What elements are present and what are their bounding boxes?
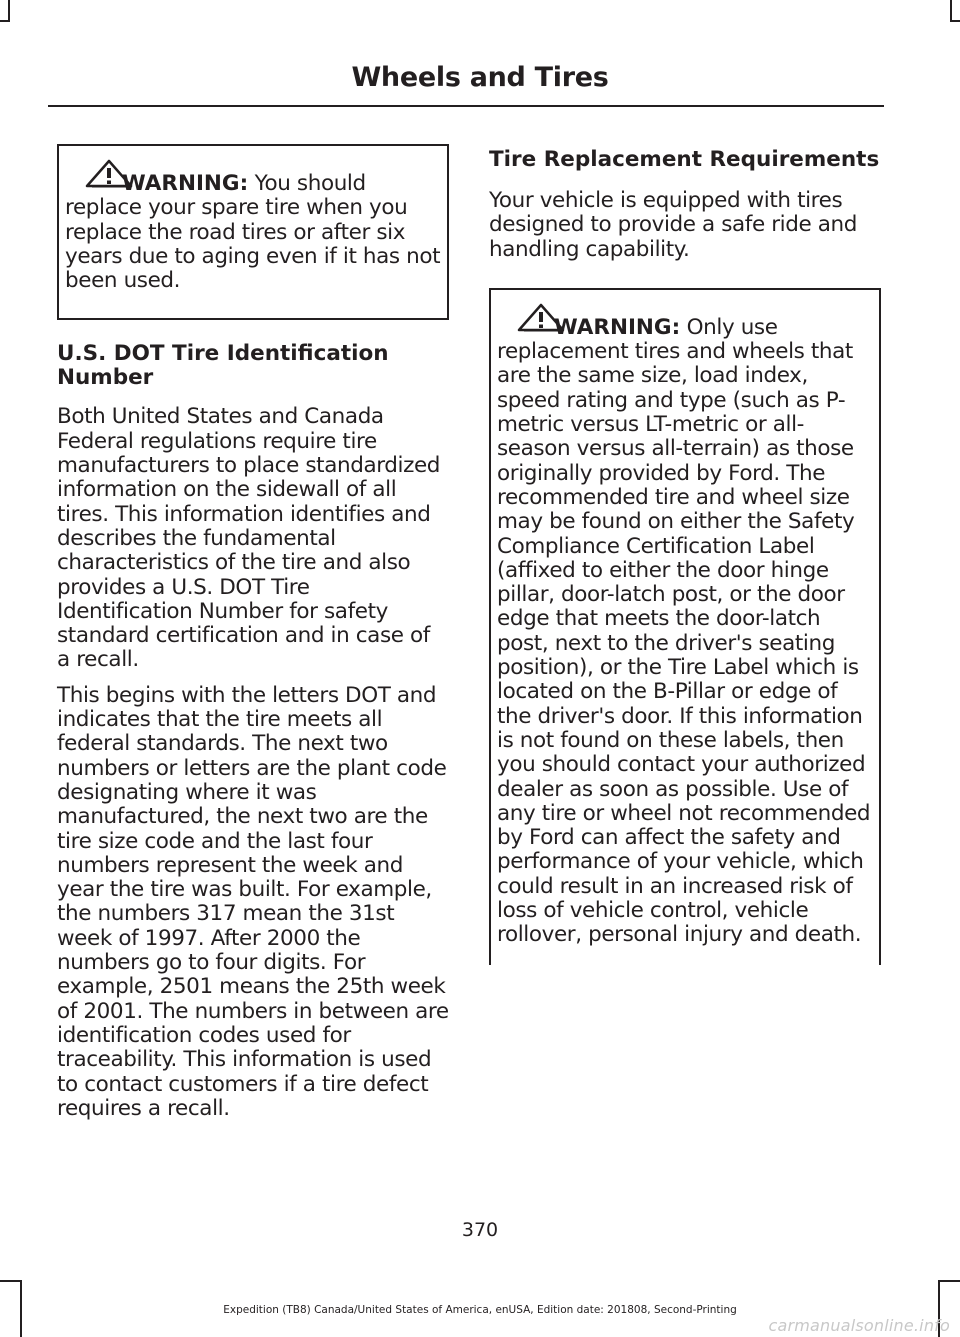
crop-mark	[0, 1280, 22, 1282]
edition-footer: Expedition (TB8) Canada/United States of America, enUSA, Edition date: 201808, Second-Printing	[223, 1304, 737, 1316]
section-heading-dot-tin: U.S. DOT Tire Identification Number	[57, 341, 389, 391]
paragraph: Your vehicle is equipped with tires designed to provide a safe ride and handling capability.	[489, 188, 858, 262]
warning-body: Only use replacement tires and wheels that are the same size, load index, speed rating and type (such as P-metric versus LT-metric or all-season versus all-terrain) as those originally provided by Ford. The recommended tire and wheel size may be found on either the Safety Compliance Certification Label (affixed to either the door hinge pillar, door-latch post, or the door edge that meets the door-latch post, next to the driver's seating position), or the Tire Label which is located on the B-Pillar or edge of the driver's door. If this information is not found on these labels, then you should contact your authorized dealer as soon as possible. Use of any tire or wheel not recommended by Ford can affect the safety and performance of your vehicle, which could result in an increased risk of loss of vehicle control, vehicle rollover, personal injury and death.	[497, 314, 871, 948]
crop-mark	[0, 20, 8, 22]
crop-mark	[952, 20, 960, 22]
replacement-tires-warning	[489, 288, 881, 965]
warning-triangle-icon	[517, 302, 565, 338]
warning-label: WARNING:	[554, 314, 681, 340]
paragraph: This begins with the letters DOT and indicates that the tire meets all federal standards. The next two numbers or letters are the plant code designating where it was manufactured, the next two are the tire size code and the last four numbers represent the week and year the tire was built. For example, the numbers 317 mean the 31st week of 1997. After 2000 the numbers go to four digits. For example, 2501 means the 25th week of 2001. The numbers in between are identification codes used for traceability. This information is used to contact customers if a tire defect requires a recall.	[57, 682, 449, 1121]
crop-mark	[938, 1280, 960, 1282]
watermark: carmanualsonline.info	[768, 1316, 950, 1335]
page-number: 370	[461, 1219, 499, 1241]
left-column	[57, 144, 449, 1132]
crop-mark	[950, 0, 952, 22]
warning-triangle-icon	[85, 158, 133, 194]
warning-label: WARNING:	[122, 171, 249, 196]
header-divider	[48, 105, 884, 107]
crop-mark	[8, 0, 10, 22]
warning-body: You should replace your spare tire when you replace the road tires or after six years due to aging even if it has not been used.	[65, 171, 441, 294]
paragraph: Both United States and Canada Federal regulations require tire manufacturers to place standardized information on the sidewall of all tires. This information identifies and describes the fundamental characteristics of the tire and also provides a U.S. DOT Tire Identification Number for safety standard certification and in case of a recall.	[57, 404, 441, 673]
section-heading-tire-replacement: Tire Replacement Requirements	[489, 147, 880, 172]
spare-tire-warning	[57, 144, 449, 320]
warning-text	[497, 316, 873, 948]
right-column	[489, 148, 881, 987]
page-title: Wheels and Tires	[351, 62, 609, 93]
